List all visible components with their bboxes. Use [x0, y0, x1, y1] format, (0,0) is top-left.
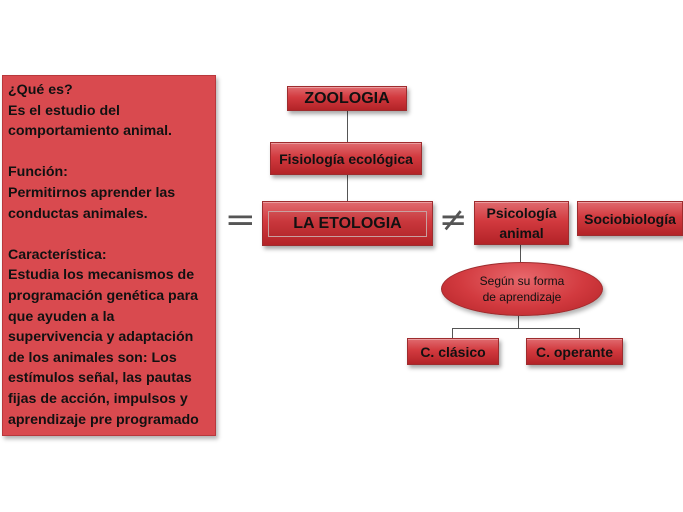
node-psicologia-animal	[474, 201, 569, 245]
connector-branch-left	[452, 328, 453, 338]
equals-symbol: =	[224, 200, 256, 240]
panel-line: estímulos señal, las pautas	[8, 370, 192, 387]
node-segun-label-2: de aprendizaje	[482, 290, 562, 304]
panel-line-question: ¿Qué es?	[8, 82, 73, 98]
connector-ellipse-branch	[518, 316, 519, 328]
panel-line: aprendizaje pre programado	[8, 411, 199, 428]
node-zoologia-label: ZOOLOGIA	[304, 89, 390, 107]
node-clasico-label: C. clásico	[420, 343, 486, 360]
node-c-operante	[526, 338, 623, 365]
node-psicologia-label-2: animal	[499, 225, 544, 241]
panel-line: Estudia los mecanismos de	[8, 267, 195, 284]
panel-line: Permitirnos aprender las	[8, 184, 176, 201]
connector-fisiologia-etologia	[347, 175, 348, 201]
panel-line: comportamiento animal.	[8, 123, 172, 140]
panel-line: fijas de acción, impulsos y	[8, 390, 188, 407]
node-sociobiologia-label: Sociobiología	[584, 210, 676, 227]
connector-branch-right	[579, 328, 580, 338]
connector-branch-horizontal	[452, 328, 580, 329]
panel-line: que ayuden a la	[8, 308, 115, 325]
connector-psicologia-ellipse	[520, 245, 521, 262]
panel-line: de los animales son: Los	[8, 349, 177, 366]
node-segun-forma-aprendizaje	[441, 262, 603, 316]
node-sociobiologia	[577, 201, 683, 236]
panel-line: conductas animales.	[8, 205, 148, 222]
node-psicologia-label-1: Psicología	[486, 205, 557, 221]
info-panel	[2, 75, 216, 436]
not-equals-symbol: ≠	[439, 200, 468, 240]
panel-line: programación genética para	[8, 287, 199, 304]
node-la-etologia-inner	[268, 211, 427, 237]
panel-line: Es el estudio del	[8, 102, 120, 119]
node-c-clasico	[407, 338, 499, 365]
node-fisiologia-label: Fisiología ecológica	[279, 150, 413, 167]
panel-line-funcion: Función:	[8, 164, 68, 181]
node-la-etologia	[262, 201, 433, 246]
panel-line: supervivencia y adaptación	[8, 329, 194, 346]
node-segun-label-1: Según su forma	[479, 274, 565, 288]
connector-zoologia-fisiologia	[347, 111, 348, 142]
node-zoologia	[287, 86, 407, 111]
panel-line-caracteristica: Característica:	[8, 246, 107, 263]
node-etologia-label: LA ETOLOGIA	[293, 214, 402, 232]
node-operante-label: C. operante	[535, 343, 613, 360]
node-fisiologia-ecologica	[270, 142, 422, 175]
